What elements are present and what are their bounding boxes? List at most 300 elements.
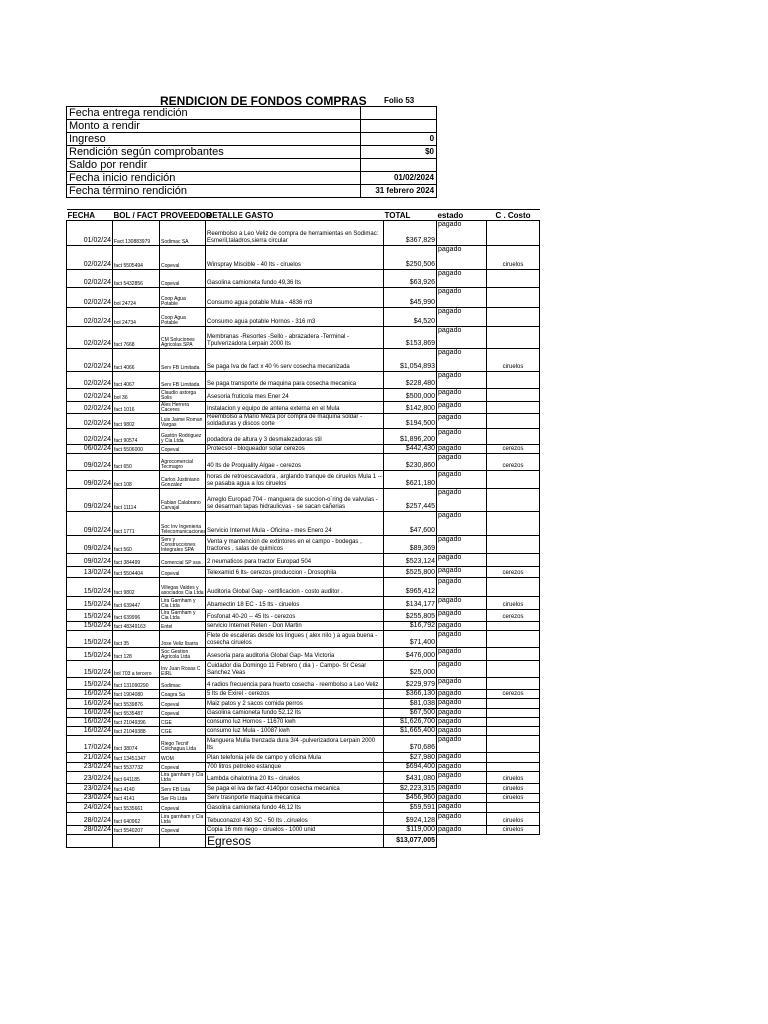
table-row — [67, 489, 540, 512]
row-cost-center: cerezos — [487, 690, 540, 699]
column-header: DETALLE GASTO — [206, 210, 384, 221]
row-supplier: Luis Jaime Roman Vargas — [160, 414, 206, 429]
row-status: pagado — [437, 803, 487, 813]
row-status: pagado — [437, 372, 487, 389]
row-cost-center — [487, 221, 540, 246]
row-total: $1,665,400 — [384, 727, 437, 736]
row-date: 09/02/24 — [67, 454, 113, 471]
row-supplier: Carlos Justiniano Gonzalez — [160, 471, 206, 489]
row-date: 06/02/24 — [67, 445, 113, 454]
row-date: 17/02/24 — [67, 736, 113, 753]
row-detail: servicio Internet Reten - Don Martin — [206, 622, 384, 631]
row-date: 16/02/24 — [67, 718, 113, 727]
row-supplier: Gastón Rodriguez y Cia Ltda — [160, 429, 206, 445]
row-cost-center — [487, 429, 540, 445]
summary-value: 0 — [361, 133, 437, 146]
row-date: 01/02/24 — [67, 221, 113, 246]
row-date: 15/02/24 — [67, 622, 113, 631]
table-row — [67, 709, 540, 718]
row-date: 02/02/24 — [67, 429, 113, 445]
row-detail: Reembolso a Leo Veliz de compra de herramientas en Sodimac: Esmeril,taladros,sierra circular — [206, 221, 384, 246]
row-cost-center: cerezos — [487, 454, 540, 471]
row-total: $59,591 — [384, 803, 437, 813]
row-cost-center — [487, 753, 540, 763]
row-supplier: CGE — [160, 718, 206, 727]
row-detail: Abamectin 18 EC - 15 lts - ciruelos — [206, 597, 384, 610]
row-invoice: fact 13451347 — [113, 753, 160, 763]
row-supplier: Inv Juan Rosas C EIRL — [160, 661, 206, 678]
row-supplier: Serv FB Limitada — [160, 349, 206, 372]
table-row — [67, 445, 540, 454]
row-date: 23/02/24 — [67, 784, 113, 794]
row-invoice: fact 128 — [113, 648, 160, 661]
table-row — [67, 736, 540, 753]
row-invoice: fact 1904080 — [113, 690, 160, 699]
table-row — [67, 718, 540, 727]
summary-header-table — [66, 106, 437, 198]
row-supplier: Jose Veliz Ibarra — [160, 631, 206, 648]
row-invoice: fact 4066 — [113, 349, 160, 372]
row-detail: consumo luz Hornos - 11670 kwh — [206, 718, 384, 727]
row-cost-center — [487, 389, 540, 402]
row-detail: 5 lts de Exirel - cerezos — [206, 690, 384, 699]
row-cost-center — [487, 803, 540, 813]
row-status: pagado — [437, 784, 487, 794]
column-header: BOL / FACT — [113, 210, 158, 220]
row-supplier: Riego Tecnif Colchagua Ltda — [160, 736, 206, 753]
table-row — [67, 753, 540, 763]
row-detail: Maiz patos y 2 sacos comida perros — [206, 699, 384, 709]
row-cost-center — [487, 736, 540, 753]
row-cost-center — [487, 327, 540, 349]
egresos-row — [67, 835, 540, 848]
row-detail: Copia 16 mm riego - ciruelos - 1000 unid — [206, 826, 384, 835]
row-date: 02/02/24 — [67, 372, 113, 389]
row-total: $194,500 — [384, 414, 437, 429]
row-status: pagado — [437, 648, 487, 661]
row-detail: Serv trasnporte maquina mecanica — [206, 794, 384, 803]
row-total: $45,990 — [384, 288, 437, 308]
row-supplier: Coop Agua Potable — [160, 288, 206, 308]
row-status: pagado — [437, 429, 487, 445]
row-date: 23/02/24 — [67, 763, 113, 772]
row-status: pagado — [437, 554, 487, 567]
row-total: $366,130 — [384, 690, 437, 699]
row-supplier: CGE — [160, 727, 206, 736]
row-status: pagado — [437, 536, 487, 554]
empty-cell — [67, 835, 113, 848]
row-total: $27,980 — [384, 753, 437, 763]
table-row — [67, 727, 540, 736]
row-date: 09/02/24 — [67, 489, 113, 512]
row-status: pagado — [437, 826, 487, 835]
row-status: pagado — [437, 349, 487, 372]
row-date: 02/02/24 — [67, 246, 113, 270]
summary-label: Fecha inicio rendición — [67, 172, 361, 185]
summary-row — [67, 159, 437, 172]
row-date: 15/02/24 — [67, 661, 113, 678]
row-status: pagado — [437, 709, 487, 718]
table-row — [67, 512, 540, 536]
table-row — [67, 578, 540, 597]
row-date: 24/02/24 — [67, 803, 113, 813]
row-total: $924,128 — [384, 813, 437, 826]
row-status: pagado — [437, 763, 487, 772]
row-supplier: Sodimac SA — [160, 221, 206, 246]
summary-row — [67, 120, 437, 133]
row-detail: Flete de escaleras desde los lingues ( alex nilo ) a agua buena - cosecha ciruelos — [206, 631, 384, 648]
row-supplier: Copeval — [160, 445, 206, 454]
row-status: pagado — [437, 661, 487, 678]
row-detail: consumo luz Mula - 10087 kwh — [206, 727, 384, 736]
row-total: $257,445 — [384, 489, 437, 512]
row-detail: 700 litros petroleo estanque — [206, 763, 384, 772]
table-row — [67, 454, 540, 471]
row-invoice: bol 36 — [113, 389, 160, 402]
row-date: 15/02/24 — [67, 648, 113, 661]
row-date: 13/02/24 — [67, 567, 113, 578]
row-supplier: Copeval — [160, 567, 206, 578]
table-row — [67, 327, 540, 349]
row-date: 28/02/24 — [67, 826, 113, 835]
summary-value: 01/02/2024 — [361, 172, 437, 185]
table-row — [67, 536, 540, 554]
row-date: 09/02/24 — [67, 471, 113, 489]
table-row — [67, 221, 540, 246]
row-status: pagado — [437, 699, 487, 709]
table-row — [67, 288, 540, 308]
summary-label: Fecha término rendición — [67, 185, 361, 198]
table-row — [67, 402, 540, 414]
row-cost-center — [487, 763, 540, 772]
row-date: 09/02/24 — [67, 554, 113, 567]
row-date: 23/02/24 — [67, 772, 113, 784]
table-row — [67, 648, 540, 661]
row-cost-center: ciruelos — [487, 826, 540, 835]
row-invoice: fact 5535661 — [113, 803, 160, 813]
row-cost-center — [487, 648, 540, 661]
row-invoice: fact 4141 — [113, 794, 160, 803]
table-row — [67, 349, 540, 372]
row-invoice: fact 5505494 — [113, 246, 160, 270]
row-supplier: Ales Herrera Caceres — [160, 402, 206, 414]
row-total: $81,038 — [384, 699, 437, 709]
row-detail: Telexamid 6 lts- cerezos produccion - Drosophila — [206, 567, 384, 578]
summary-row — [67, 107, 437, 120]
row-status: pagado — [437, 690, 487, 699]
row-cost-center — [487, 308, 540, 327]
row-status: pagado — [437, 246, 487, 270]
row-cost-center: ciruelos — [487, 597, 540, 610]
row-supplier: Coop Agua Potable — [160, 308, 206, 327]
row-invoice: fact 5506000 — [113, 445, 160, 454]
row-detail: Venta y mantencion de extintores en el campo - bodegas , tractores , salas de quimicos — [206, 536, 384, 554]
row-status: pagado — [437, 288, 487, 308]
row-total: $1,054,893 — [384, 349, 437, 372]
row-date: 16/02/24 — [67, 709, 113, 718]
row-cost-center: cerezos — [487, 567, 540, 578]
row-detail: Reembolso a Mario Meza por compra de maquina soldar -soldaduras y discos corte — [206, 414, 384, 429]
row-detail: 40 lts de Proquality Algae - cerezos — [206, 454, 384, 471]
row-cost-center: ciruelos — [487, 794, 540, 803]
row-status: pagado — [437, 631, 487, 648]
row-supplier: Copeval — [160, 763, 206, 772]
row-detail: Se paga el iva de fact 4140por cosecha mecanica — [206, 784, 384, 794]
row-cost-center — [487, 622, 540, 631]
row-status: pagado — [437, 471, 487, 489]
row-detail: Consumo agua potable Hornos - 316 m3 — [206, 308, 384, 327]
row-date: 09/02/24 — [67, 512, 113, 536]
row-total: $476,000 — [384, 648, 437, 661]
expense-table — [66, 209, 540, 848]
row-status: pagado — [437, 727, 487, 736]
row-cost-center — [487, 554, 540, 567]
row-supplier: Soc Inv Ingenieria Telecomunicaciones — [160, 512, 206, 536]
row-date: 02/02/24 — [67, 327, 113, 349]
summary-value — [361, 120, 437, 133]
row-invoice: fact 48349163 — [113, 622, 160, 631]
row-total: $250,506 — [384, 246, 437, 270]
row-status: pagado — [437, 489, 487, 512]
row-total: $119,000 — [384, 826, 437, 835]
row-cost-center: ciruelos — [487, 772, 540, 784]
table-row — [67, 803, 540, 813]
row-invoice: fact 641185 — [113, 772, 160, 784]
row-supplier: Serv FB Limitada — [160, 372, 206, 389]
row-cost-center: cerezos — [487, 610, 540, 622]
row-total: $523,124 — [384, 554, 437, 567]
row-supplier: Lira garnham y Cia Ltda — [160, 813, 206, 826]
summary-label: Monto a rendir — [67, 120, 361, 133]
row-total: $431,080 — [384, 772, 437, 784]
row-status: pagado — [437, 678, 487, 690]
row-total: $230,860 — [384, 454, 437, 471]
column-header: estado — [437, 210, 487, 221]
row-supplier: Copeval — [160, 246, 206, 270]
table-row — [67, 389, 540, 402]
row-date: 02/02/24 — [67, 308, 113, 327]
row-detail: Gasolina camioneta fundo 52,12 lts — [206, 709, 384, 718]
row-supplier: Entel — [160, 622, 206, 631]
row-supplier: Lira Garnham y Cia Ltda — [160, 610, 206, 622]
row-total: $89,369 — [384, 536, 437, 554]
table-row — [67, 246, 540, 270]
row-supplier: CM Soluciones Agricolas SPA — [160, 327, 206, 349]
summary-value — [361, 159, 437, 172]
row-supplier: Claudio astorga Solis — [160, 389, 206, 402]
row-invoice: fact 35 — [113, 631, 160, 648]
row-invoice: bol 24734 — [113, 308, 160, 327]
row-date: 02/02/24 — [67, 414, 113, 429]
row-detail: Instalacion y equipo de antena externa en el Mula — [206, 402, 384, 414]
row-date: 15/02/24 — [67, 678, 113, 690]
egresos-total: $13,077,005 — [384, 835, 437, 848]
table-row — [67, 813, 540, 826]
summary-value — [361, 107, 437, 120]
table-row — [67, 554, 540, 567]
row-invoice: bol 24724 — [113, 288, 160, 308]
summary-row — [67, 185, 437, 198]
row-status: pagado — [437, 389, 487, 402]
row-status: pagado — [437, 622, 487, 631]
row-supplier: Serv y Construcciones Integrales SPA — [160, 536, 206, 554]
row-invoice: fact 5537732 — [113, 763, 160, 772]
row-supplier: Copeval — [160, 699, 206, 709]
page-title: RENDICION DE FONDOS COMPRAS — [160, 94, 367, 108]
row-invoice: fact 7668 — [113, 327, 160, 349]
row-cost-center — [487, 718, 540, 727]
row-cost-center — [487, 512, 540, 536]
row-status: pagado — [437, 753, 487, 763]
row-total: $229,979 — [384, 678, 437, 690]
row-status: pagado — [437, 718, 487, 727]
row-supplier: Copeval — [160, 709, 206, 718]
table-row — [67, 784, 540, 794]
row-cost-center — [487, 372, 540, 389]
summary-label: Fecha entrega rendición — [67, 107, 361, 120]
row-total: $442,430 — [384, 445, 437, 454]
row-date: 09/02/24 — [67, 536, 113, 554]
row-date: 15/02/24 — [67, 597, 113, 610]
row-cost-center — [487, 288, 540, 308]
row-cost-center — [487, 699, 540, 709]
row-invoice: fact 560 — [113, 536, 160, 554]
table-row — [67, 471, 540, 489]
row-total: $63,926 — [384, 270, 437, 288]
row-status: pagado — [437, 414, 487, 429]
row-supplier: Copeval — [160, 803, 206, 813]
row-total: $2,223,315 — [384, 784, 437, 794]
row-status: pagado — [437, 597, 487, 610]
row-invoice: fact 5535487 — [113, 709, 160, 718]
row-invoice: fact 4140 — [113, 784, 160, 794]
row-invoice: fact 21049388 — [113, 727, 160, 736]
row-cost-center — [487, 471, 540, 489]
column-header: C . Costo — [487, 210, 540, 221]
row-invoice: fact 9802 — [113, 578, 160, 597]
row-total: $228,480 — [384, 372, 437, 389]
row-status: pagado — [437, 578, 487, 597]
row-supplier: Coagra Sa — [160, 690, 206, 699]
row-total: $255,805 — [384, 610, 437, 622]
row-total: $500,000 — [384, 389, 437, 402]
row-detail: Gasolina camioneta fundo 49,36 lts — [206, 270, 384, 288]
row-supplier: Copeval — [160, 270, 206, 288]
row-total: $1,896,200 — [384, 429, 437, 445]
row-detail: Cuidador dia Domingo 11 Febrero ( dia ) - Campo- Sr Cesar Sanchez Veas — [206, 661, 384, 678]
row-detail: Asesoria para auditoria Global Gap- Ma Victoria — [206, 648, 384, 661]
row-detail: podadora de altura y 3 desmalezadoras stil — [206, 429, 384, 445]
row-total: $67,500 — [384, 709, 437, 718]
row-supplier: Sodimac — [160, 678, 206, 690]
row-date: 02/02/24 — [67, 349, 113, 372]
row-total: $142,800 — [384, 402, 437, 414]
table-row — [67, 699, 540, 709]
row-total: $367,829 — [384, 221, 437, 246]
row-cost-center — [487, 402, 540, 414]
row-total: $25,000 — [384, 661, 437, 678]
row-detail: Asesoria fruticola mes Ener 24 — [206, 389, 384, 402]
row-total: $70,686 — [384, 736, 437, 753]
row-invoice: fact 11114 — [113, 489, 160, 512]
row-total: $4,520 — [384, 308, 437, 327]
row-cost-center — [487, 578, 540, 597]
row-cost-center: ciruelos — [487, 349, 540, 372]
row-cost-center: ciruelos — [487, 813, 540, 826]
table-row — [67, 826, 540, 835]
row-total: $965,412 — [384, 578, 437, 597]
row-total: $694,400 — [384, 763, 437, 772]
empty-cell — [113, 835, 160, 848]
row-date: 21/02/24 — [67, 753, 113, 763]
table-row — [67, 270, 540, 288]
row-detail: Arreglo Europad 704 - manguera de succion-o´ring de valvulas - se desarman tapas hidraulicvas - se sacan cañerias — [206, 489, 384, 512]
row-detail: Gasolina camioneta fundo 46,12 lts — [206, 803, 384, 813]
row-invoice: fact 384499 — [113, 554, 160, 567]
summary-label: Rendición según comprobantes — [67, 146, 361, 159]
row-status: pagado — [437, 454, 487, 471]
row-date: 15/02/24 — [67, 631, 113, 648]
row-status: pagado — [437, 445, 487, 454]
row-date: 02/02/24 — [67, 288, 113, 308]
row-status: pagado — [437, 221, 487, 246]
row-cost-center — [487, 489, 540, 512]
row-status: pagado — [437, 512, 487, 536]
row-date: 02/02/24 — [67, 389, 113, 402]
row-invoice: fact 1771 — [113, 512, 160, 536]
row-supplier: Copeval — [160, 826, 206, 835]
row-detail: Se paga Iva de fact x 40 % serv cosecha mecanizada — [206, 349, 384, 372]
table-row — [67, 610, 540, 622]
table-row — [67, 763, 540, 772]
row-invoice: fact 108 — [113, 471, 160, 489]
row-detail: Plan telefonia jefe de campo y oficina Mula — [206, 753, 384, 763]
table-row — [67, 631, 540, 648]
row-cost-center — [487, 414, 540, 429]
row-invoice: fact 5432856 — [113, 270, 160, 288]
row-cost-center — [487, 661, 540, 678]
row-status: pagado — [437, 270, 487, 288]
row-invoice: fact 1016 — [113, 402, 160, 414]
column-header: TOTAL — [384, 210, 437, 221]
table-row — [67, 678, 540, 690]
row-supplier: Fabian Calabrano Carvajal — [160, 489, 206, 512]
table-row — [67, 661, 540, 678]
table-row — [67, 690, 540, 699]
row-supplier: Lira Garnham y Cia Ltda — [160, 597, 206, 610]
row-invoice: fact 5504404 — [113, 567, 160, 578]
row-cost-center: cerezos — [487, 445, 540, 454]
row-invoice: fact 5539876 — [113, 699, 160, 709]
row-cost-center — [487, 727, 540, 736]
row-invoice: fact 5540207 — [113, 826, 160, 835]
row-total: $47,600 — [384, 512, 437, 536]
row-status: pagado — [437, 736, 487, 753]
row-invoice: fact 9802 — [113, 414, 160, 429]
row-total: $525,800 — [384, 567, 437, 578]
row-supplier: Serv FB Ltda — [160, 784, 206, 794]
empty-cell — [160, 835, 206, 848]
row-date: 28/02/24 — [67, 813, 113, 826]
row-detail: horas de retroescavadora , arglando tranque de ciruelos Mula 1 --se pasaba agua a los ciruelos — [206, 471, 384, 489]
summary-value: $0 — [361, 146, 437, 159]
summary-row — [67, 133, 437, 146]
row-detail: 4 radios frecuencia para huerto cosecha - reembolso a Leo Veliz — [206, 678, 384, 690]
row-detail: Consumo agua potable Mula - 4836 m3 — [206, 288, 384, 308]
column-header: PROVEEDOR — [160, 210, 212, 220]
row-invoice: fact 639447 — [113, 597, 160, 610]
row-date: 16/02/24 — [67, 690, 113, 699]
